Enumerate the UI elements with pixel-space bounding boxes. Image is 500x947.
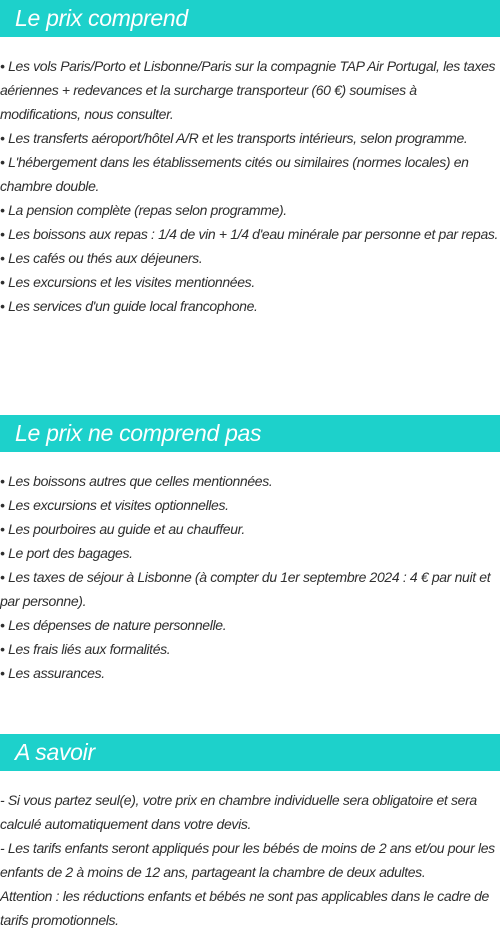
list-item: • L'hébergement dans les établissements cités ou similaires (normes locales) en chambre double.	[0, 154, 469, 194]
section-title: A savoir	[0, 734, 500, 771]
excludes-list	[0, 469, 500, 685]
list-item: • Les transferts aéroport/hôtel A/R et les transports intérieurs, selon programme.	[0, 130, 468, 146]
list-item: • Le port des bagages.	[0, 545, 133, 561]
list-item: - Si vous partez seul(e), votre prix en chambre individuelle sera obligatoire et sera calculé automatiquement dans votre devis.	[0, 792, 477, 832]
list-item: • Les services d'un guide local francophone.	[0, 298, 258, 314]
list-item: • Les vols Paris/Porto et Lisbonne/Paris sur la compagnie TAP Air Portugal, les taxes aériennes + redevances et la surcharge transporteur (60 €) soumises à modifications, nous consulter.	[0, 58, 496, 122]
list-item: Attention : les réductions enfants et bébés ne sont pas applicables dans le cadre de tarifs promotionnels.	[0, 888, 489, 928]
list-item: • Les excursions et visites optionnelles.	[0, 497, 229, 513]
list-item: • Les dépenses de nature personnelle.	[0, 617, 227, 633]
section-price-excludes	[0, 415, 500, 685]
section-title: Le prix comprend	[0, 0, 500, 37]
list-item: • Les assurances.	[0, 665, 105, 681]
list-item: • Les cafés ou thés aux déjeuners.	[0, 250, 203, 266]
includes-list	[0, 54, 500, 318]
section-good-to-know	[0, 734, 500, 932]
info-list	[0, 788, 500, 932]
list-item: • Les excursions et les visites mentionnées.	[0, 274, 255, 290]
list-item: • Les boissons aux repas : 1/4 de vin + 1/4 d'eau minérale par personne et par repas.	[0, 226, 499, 242]
list-item: • Les taxes de séjour à Lisbonne (à compter du 1er septembre 2024 : 4 € par nuit et par personne).	[0, 569, 491, 609]
list-item: • Les boissons autres que celles mentionnées.	[0, 473, 273, 489]
list-item: • Les pourboires au guide et au chauffeur.	[0, 521, 245, 537]
section-price-includes	[0, 0, 500, 318]
list-item: • La pension complète (repas selon programme).	[0, 202, 287, 218]
list-item: • Les frais liés aux formalités.	[0, 641, 171, 657]
section-title: Le prix ne comprend pas	[0, 415, 500, 452]
list-item: - Les tarifs enfants seront appliqués pour les bébés de moins de 2 ans et/ou pour les enfants de 2 à moins de 12 ans, partageant la chambre de deux adultes.	[0, 840, 495, 880]
